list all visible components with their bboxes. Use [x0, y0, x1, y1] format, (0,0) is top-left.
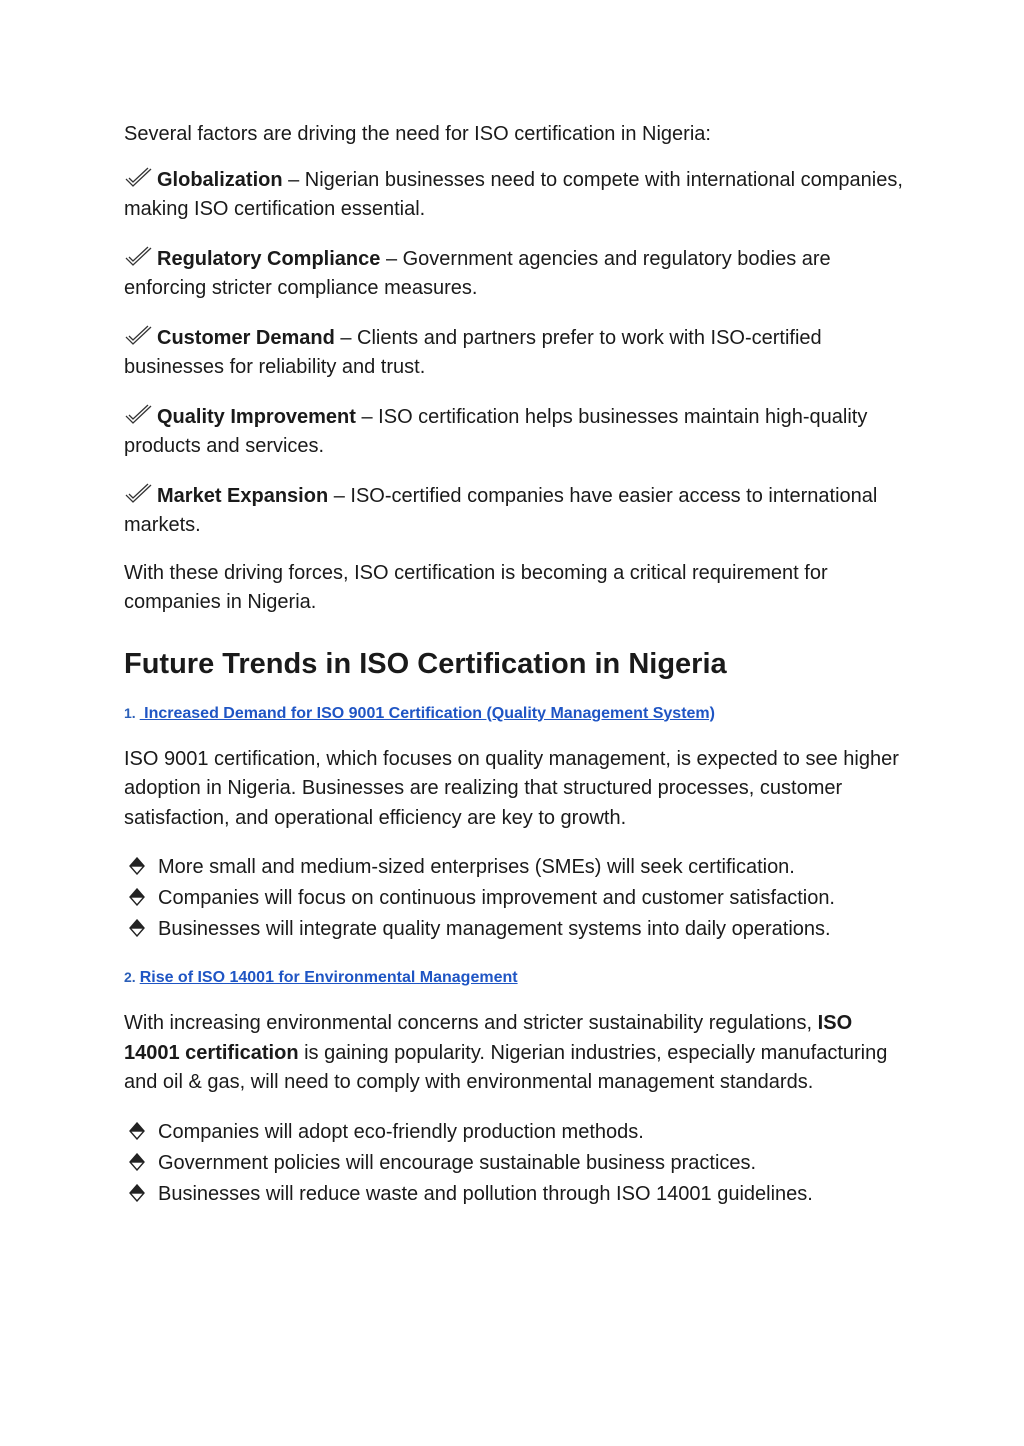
subsection-number: 2. [124, 969, 136, 985]
list-item-text: Businesses will reduce waste and pollution through ISO 14001 guidelines. [158, 1182, 813, 1205]
diamond-bullet-icon [128, 1153, 146, 1171]
factor-text: – ISO-certified companies have easier access to international markets. [124, 484, 878, 536]
checkmark-icon [124, 246, 154, 268]
factor-regulatory-compliance [124, 245, 904, 304]
factor-text: – Clients and partners prefer to work with ISO-certified businesses for reliability and trust. [124, 326, 822, 378]
bullet-list-1 [124, 853, 904, 944]
factor-title: Market Expansion [157, 484, 329, 507]
diamond-bullet-icon [128, 888, 146, 906]
document-page [124, 120, 904, 1211]
factor-text: – ISO certification helps businesses maintain high-quality products and services. [124, 405, 868, 457]
subsection-body-2 [124, 1009, 904, 1098]
checkmark-icon [124, 325, 154, 347]
iso-14001-link[interactable]: Rise of ISO 14001 for Environmental Management [139, 969, 518, 986]
factor-quality-improvement [124, 403, 904, 462]
list-item [124, 884, 904, 913]
section-heading: Future Trends in ISO Certification in Nigeria [124, 647, 727, 680]
factor-customer-demand [124, 324, 904, 383]
subsection-number: 1. [124, 704, 136, 721]
body-bold: ISO 14001 certification [124, 1012, 853, 1064]
closing-text: With these driving forces, ISO certification is becoming a critical requirement for companies in Nigeria. [124, 561, 828, 613]
iso-9001-link[interactable]: Increased Demand for ISO 9001 Certification (Quality Management System) [139, 704, 715, 722]
checkmark-icon [124, 167, 154, 189]
checkmark-icon [124, 404, 154, 426]
list-item [124, 1180, 904, 1209]
subsection-title-1 [124, 702, 904, 725]
list-item-text: Government policies will encourage sustainable business practices. [158, 1151, 757, 1174]
subsection-title-2 [124, 966, 904, 989]
factor-title: Quality Improvement [157, 405, 356, 428]
body-text: ISO 9001 certification, which focuses on quality management, is expected to see higher adoption in Nigeria. Businesses are realizing that structured processes, customer satisfaction, and operational efficiency are key to growth. [124, 747, 899, 829]
list-item [124, 1118, 904, 1147]
list-item [124, 1149, 904, 1178]
factor-title: Customer Demand [157, 326, 335, 349]
factor-market-expansion [124, 482, 904, 541]
factor-title: Globalization [157, 168, 283, 191]
list-item-text: More small and medium-sized enterprises (SMEs) will seek certification. [158, 856, 795, 878]
list-item-text: Companies will focus on continuous improvement and customer satisfaction. [158, 887, 835, 909]
diamond-bullet-icon [128, 1122, 146, 1140]
body-text: With increasing environmental concerns and stricter sustainability regulations, [124, 1012, 818, 1034]
diamond-bullet-icon [128, 919, 146, 937]
diamond-bullet-icon [128, 1184, 146, 1202]
checkmark-icon [124, 483, 154, 505]
diamond-bullet-icon [128, 857, 146, 875]
factor-text: – Nigerian businesses need to compete with international companies, making ISO certification essential. [124, 168, 903, 220]
intro-text: Several factors are driving the need for ISO certification in Nigeria: [124, 123, 711, 145]
list-item [124, 915, 904, 944]
list-item-text: Companies will adopt eco-friendly production methods. [158, 1120, 644, 1143]
factor-title: Regulatory Compliance [157, 247, 381, 270]
list-item-text: Businesses will integrate quality management systems into daily operations. [158, 918, 831, 940]
list-item [124, 853, 904, 882]
bullet-list-2 [124, 1118, 904, 1209]
factor-globalization [124, 166, 904, 225]
body-text-end: is gaining popularity. Nigerian industries, especially manufacturing and oil & gas, will need to comply with environmental management standards. [124, 1041, 888, 1093]
factor-text: – Government agencies and regulatory bodies are enforcing stricter compliance measures. [124, 247, 831, 299]
subsection-body-1 [124, 745, 904, 834]
